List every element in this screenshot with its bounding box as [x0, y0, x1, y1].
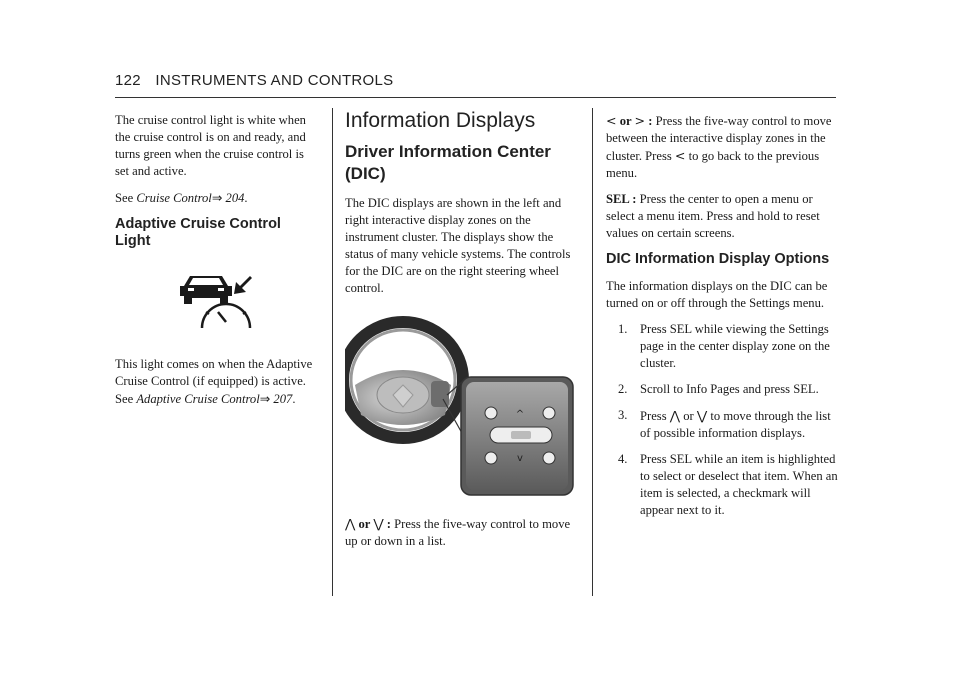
- chevron-up-icon: ⋀: [669, 408, 681, 423]
- chevron-down-icon: ⋁: [373, 516, 384, 531]
- sel-description: SEL : Press the center to open a menu or select a menu item. Press and hold to reset values on certain screens.: [606, 192, 820, 240]
- up-down-description: ⋀ or ⋁ : Press the five-way control to move up or down in a list.: [345, 516, 571, 548]
- adaptive-cruise-control-light-icon: [176, 272, 260, 332]
- cruise-control-link[interactable]: Cruise Control: [136, 191, 212, 205]
- section-title: INSTRUMENTS AND CONTROLS: [155, 72, 394, 89]
- page-header: [115, 72, 393, 89]
- page-ref-arrow-icon: ⇒: [259, 391, 271, 406]
- chevron-down-icon: ⋁: [696, 408, 708, 423]
- page-number: 122: [115, 72, 141, 89]
- svg-text:v: v: [517, 453, 523, 464]
- list-item: 1. Press SEL while viewing the Settings page in the center display zone on the cluster.: [618, 322, 830, 370]
- acc-light-paragraph: This light comes on when the Adaptive Cruise Control (if equipped) is active. See Adaptive Cruise Control⇒ 207.: [115, 357, 313, 406]
- header-divider: [115, 97, 836, 98]
- acc-light-heading: Adaptive Cruise Control Light: [115, 216, 281, 249]
- column-2: [345, 109, 577, 559]
- cruise-light-paragraph: The cruise control light is white when the cruise control is on and ready, and turns green when the cruise control is set and active.: [115, 113, 306, 178]
- see-reference: See Cruise Control⇒ 204.: [115, 190, 248, 205]
- left-right-description: < or > : Press the five-way control to move between the interactive display zones in the cluster. Press < to go back to the previous menu.: [606, 113, 832, 180]
- dic-paragraph: The DIC displays are shown in the left and right interactive display zones on the instrument cluster. The displays show the status of many vehicle systems. The controls for the DIC are on the right steering wheel control.: [345, 196, 571, 295]
- list-item: 4. Press SEL while an item is highlighted to select or deselect that item. When an item is selected, a checkmark will appear next to it.: [618, 452, 838, 517]
- page-ref-arrow-icon: ⇒: [211, 190, 223, 205]
- dic-options-paragraph: The information displays on the DIC can be turned on or off through the Settings menu.: [606, 279, 828, 310]
- chevron-left-icon: <: [606, 113, 617, 128]
- steering-wheel-controls-photo: [345, 315, 575, 499]
- column-divider-2: [592, 108, 593, 596]
- dic-options-heading: DIC Information Display Options: [606, 251, 830, 267]
- column-1: [115, 112, 320, 417]
- list-item: 2. Scroll to Info Pages and press SEL.: [618, 382, 819, 396]
- dic-heading: Driver Information Center (DIC): [345, 142, 551, 183]
- list-item: 3. Press ⋀ or ⋁ to move through the list of possible information displays.: [618, 408, 831, 440]
- column-divider-1: [332, 108, 333, 596]
- svg-text:^: ^: [515, 409, 525, 420]
- steps-list: [606, 321, 838, 519]
- chevron-up-icon: ⋀: [345, 516, 356, 531]
- section-heading: Information Displays: [345, 109, 536, 132]
- column-3: [606, 112, 838, 528]
- chevron-right-icon: >: [634, 113, 646, 128]
- adaptive-cruise-link[interactable]: Adaptive Cruise Control: [136, 392, 260, 406]
- chevron-left-icon: <: [674, 148, 686, 163]
